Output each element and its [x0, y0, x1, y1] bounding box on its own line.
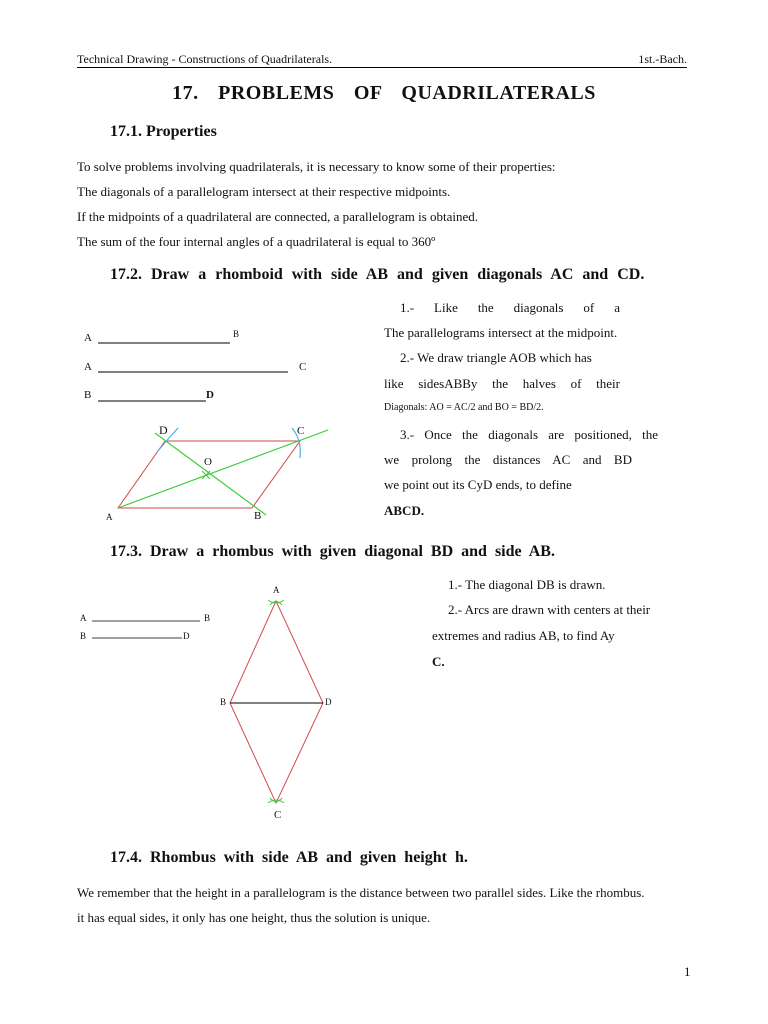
step-text: C.	[432, 654, 445, 669]
segment-label: B	[204, 613, 211, 623]
step-text: we point out its CyD ends, to define	[384, 477, 572, 492]
vertex-label: A	[106, 512, 113, 522]
segment-label: A	[84, 332, 92, 344]
paragraph-line: We remember that the height in a parallelogram is the distance between two parallel sides. Like the rhombus.	[77, 885, 645, 900]
segment-label: B	[84, 389, 92, 401]
segment-label: A	[84, 361, 92, 373]
diagonal-bd	[155, 433, 266, 515]
paragraph-line: it has equal sides, it only has one height, thus the solution is unique.	[77, 910, 431, 925]
section-heading-rhomboid: 17.2. Draw a rhomboid with side AB and given diagonals AC and CD.	[110, 266, 645, 283]
vertex-label: D	[159, 423, 168, 437]
diagonal-ac	[118, 430, 328, 508]
vertex-label: C	[274, 809, 282, 821]
segment-label: B	[233, 329, 240, 339]
step-text: 1.- Like the diagonals of a	[400, 300, 620, 315]
property-line: The diagonals of a parallelogram intersect at their respective midpoints.	[77, 184, 451, 199]
header-left: Technical Drawing - Constructions of Quadrilaterals.	[77, 52, 333, 66]
header-right: 1st.-Bach.	[638, 52, 687, 66]
page-number: 1	[684, 964, 691, 979]
step-text: 2.- Arcs are drawn with centers at their	[448, 602, 651, 617]
chapter-title: 17. PROBLEMS OF QUADRILATERALS	[172, 82, 596, 104]
section-heading-height: 17.4. Rhombus with side AB and given height h.	[110, 849, 468, 866]
property-line: If the midpoints of a quadrilateral are connected, a parallelogram is obtained.	[77, 209, 479, 224]
step-text: 1.- The diagonal DB is drawn.	[448, 577, 606, 592]
segment-label: C	[299, 361, 307, 373]
step-text: extremes and radius AB, to find Ay	[432, 628, 615, 643]
vertex-label: O	[204, 456, 212, 468]
segment-label: D	[183, 631, 190, 641]
segment-label: A	[80, 613, 87, 623]
midpoint-mark-o	[202, 471, 210, 479]
section-heading-properties: 17.1. Properties	[110, 123, 217, 140]
vertex-label: A	[273, 585, 280, 595]
property-line: To solve problems involving quadrilaterals, it is necessary to know some of their properties:	[77, 159, 556, 174]
step-text: like sidesABBy the halves of their	[384, 376, 620, 391]
segment-label: D	[206, 389, 214, 401]
vertex-label: D	[325, 697, 332, 707]
vertex-label: B	[254, 510, 262, 522]
section-heading-rhombus: 17.3. Draw a rhombus with given diagonal BD and side AB.	[110, 543, 555, 560]
step-text: we prolong the distances AC and BD	[384, 452, 632, 467]
vertex-label: C	[297, 425, 305, 437]
step-text: Diagonals: AO = AC/2 and BO = BD/2.	[384, 402, 544, 413]
step-text: 2.- We draw triangle AOB which has	[400, 350, 592, 365]
segment-label: B	[80, 631, 87, 641]
property-line: The sum of the four internal angles of a quadrilateral is equal to 360º	[77, 234, 436, 249]
step-text: ABCD.	[384, 503, 425, 518]
step-text: The parallelograms intersect at the midpoint.	[384, 325, 618, 340]
vertex-label: B	[220, 697, 227, 707]
step-text: 3.- Once the diagonals are positioned, the	[400, 427, 658, 442]
rhombus-abcd	[230, 601, 323, 803]
